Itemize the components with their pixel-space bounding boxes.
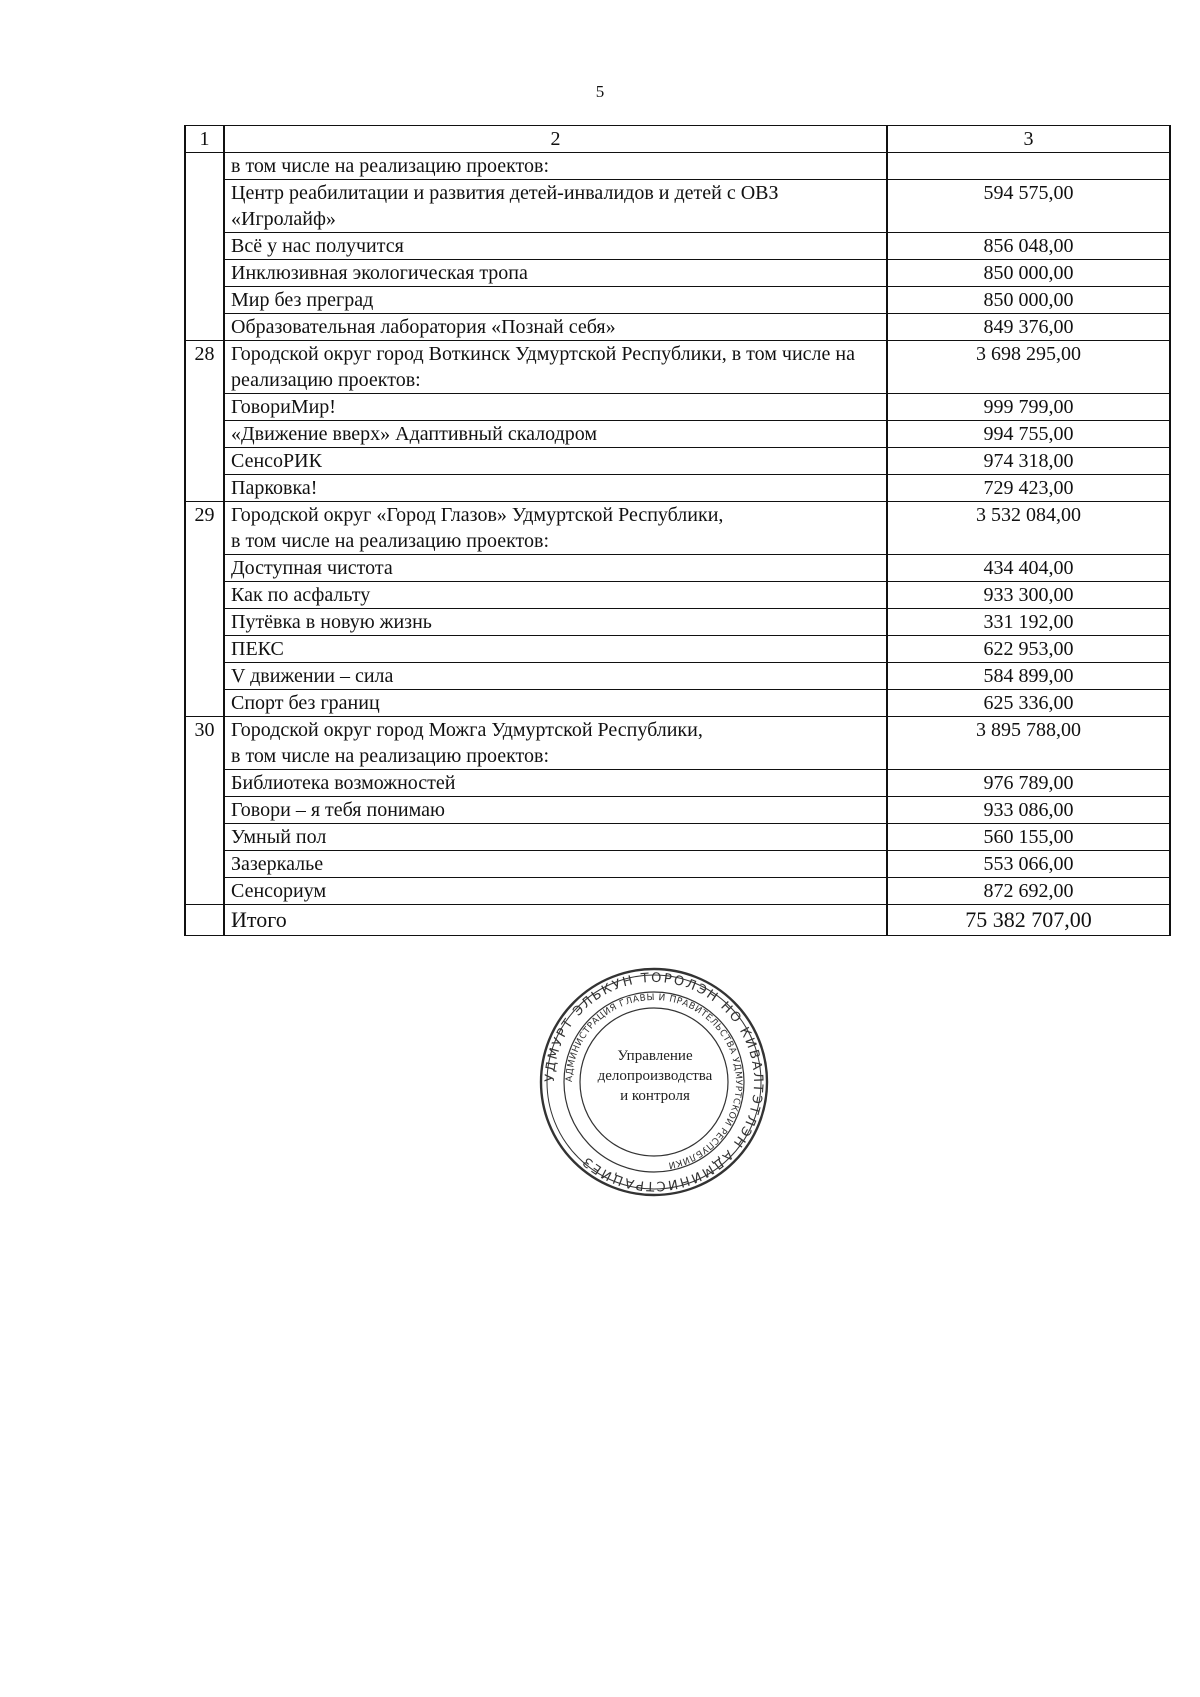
row-amount: 553 066,00 [887, 851, 1170, 878]
table-row [185, 824, 1170, 851]
row-amount [887, 153, 1170, 180]
row-name: Библиотека возможностей [224, 770, 887, 797]
row-name: в том числе на реализацию проектов: [224, 153, 887, 180]
table-header-row [185, 126, 1170, 153]
row-amount: 976 789,00 [887, 770, 1170, 797]
funding-table [184, 125, 1171, 936]
row-number: 29 [185, 502, 224, 717]
table-row [185, 287, 1170, 314]
table-row [185, 690, 1170, 717]
table-row [185, 341, 1170, 394]
table-row [185, 502, 1170, 555]
row-name: Центр реабилитации и развития детей-инвалидов и детей с ОВЗ «Игролайф» [224, 180, 887, 233]
row-amount: 933 300,00 [887, 582, 1170, 609]
page-number: 5 [595, 82, 605, 101]
row-amount: 584 899,00 [887, 663, 1170, 690]
row-name: СенсоРИК [224, 448, 887, 475]
row-amount: 434 404,00 [887, 555, 1170, 582]
row-amount: 3 698 295,00 [887, 341, 1170, 394]
row-name: ГовориМир! [224, 394, 887, 421]
table-row [185, 663, 1170, 690]
row-name: ПЕКС [224, 636, 887, 663]
row-amount: 3 895 788,00 [887, 717, 1170, 770]
row-name: Всё у нас получится [224, 233, 887, 260]
seal-outer-text: УДМУРТ ЭЛЬКУН ТОРОЛЭН НО КИВАЛТЭТЛЭН АДМИНИСТРАЦИЕЗ [542, 970, 766, 1194]
row-name: Городской округ «Город Глазов» Удмуртской Республики, в том числе на реализацию проектов: [224, 502, 887, 555]
header-col-1: 1 [185, 126, 224, 153]
row-name: V движении – сила [224, 663, 887, 690]
table-row [185, 717, 1170, 770]
row-amount: 560 155,00 [887, 824, 1170, 851]
row-amount: 594 575,00 [887, 180, 1170, 233]
table-row [185, 475, 1170, 502]
table-row [185, 260, 1170, 287]
row-amount: 849 376,00 [887, 314, 1170, 341]
row-name: Инклюзивная экологическая тропа [224, 260, 887, 287]
total-number-cell [185, 905, 224, 936]
seal-center-text: Управление делопроизводства и контроля [597, 1048, 713, 1104]
row-name: Образовательная лаборатория «Познай себя» [224, 314, 887, 341]
row-amount: 872 692,00 [887, 878, 1170, 905]
row-amount: 933 086,00 [887, 797, 1170, 824]
row-amount: 974 318,00 [887, 448, 1170, 475]
table-row [185, 448, 1170, 475]
row-name: Городской округ город Можга Удмуртской Республики, в том числе на реализацию проектов: [224, 717, 887, 770]
table-row [185, 797, 1170, 824]
row-number [185, 153, 224, 341]
table-row [185, 770, 1170, 797]
row-name: Говори – я тебя понимаю [224, 797, 887, 824]
table-row [185, 609, 1170, 636]
row-number: 28 [185, 341, 224, 502]
row-amount: 331 192,00 [887, 609, 1170, 636]
header-col-3: 3 [887, 126, 1170, 153]
row-name: Сенсориум [224, 878, 887, 905]
row-amount: 850 000,00 [887, 287, 1170, 314]
row-name: Парковка! [224, 475, 887, 502]
row-name: Зазеркалье [224, 851, 887, 878]
table-row [185, 851, 1170, 878]
table-row [185, 180, 1170, 233]
table-row [185, 582, 1170, 609]
row-name: Мир без преград [224, 287, 887, 314]
table-row [185, 314, 1170, 341]
header-col-2: 2 [224, 126, 887, 153]
row-amount: 856 048,00 [887, 233, 1170, 260]
table-row [185, 878, 1170, 905]
row-amount: 3 532 084,00 [887, 502, 1170, 555]
row-name: Путёвка в новую жизнь [224, 609, 887, 636]
row-amount: 850 000,00 [887, 260, 1170, 287]
row-name: Спорт без границ [224, 690, 887, 717]
table-row [185, 233, 1170, 260]
total-row [185, 905, 1170, 936]
row-number: 30 [185, 717, 224, 905]
table-row [185, 153, 1170, 180]
table-row [185, 421, 1170, 448]
row-name: «Движение вверх» Адаптивный скалодром [224, 421, 887, 448]
row-amount: 994 755,00 [887, 421, 1170, 448]
total-label: Итого [224, 905, 887, 936]
row-name: Умный пол [224, 824, 887, 851]
row-name: Как по асфальту [224, 582, 887, 609]
row-name: Доступная чистота [224, 555, 887, 582]
seal-inner-text: АДМИНИСТРАЦИЯ ГЛАВЫ И ПРАВИТЕЛЬСТВА УДМУРТСКОЙ РЕСПУБЛИКИ [564, 992, 744, 1170]
table-row [185, 555, 1170, 582]
total-amount: 75 382 707,00 [887, 905, 1170, 936]
table-row [185, 394, 1170, 421]
table-row [185, 636, 1170, 663]
row-amount: 625 336,00 [887, 690, 1170, 717]
row-amount: 622 953,00 [887, 636, 1170, 663]
row-amount: 729 423,00 [887, 475, 1170, 502]
row-name: Городской округ город Воткинск Удмуртской Республики, в том числе на реализацию проектов: [224, 341, 887, 394]
row-amount: 999 799,00 [887, 394, 1170, 421]
